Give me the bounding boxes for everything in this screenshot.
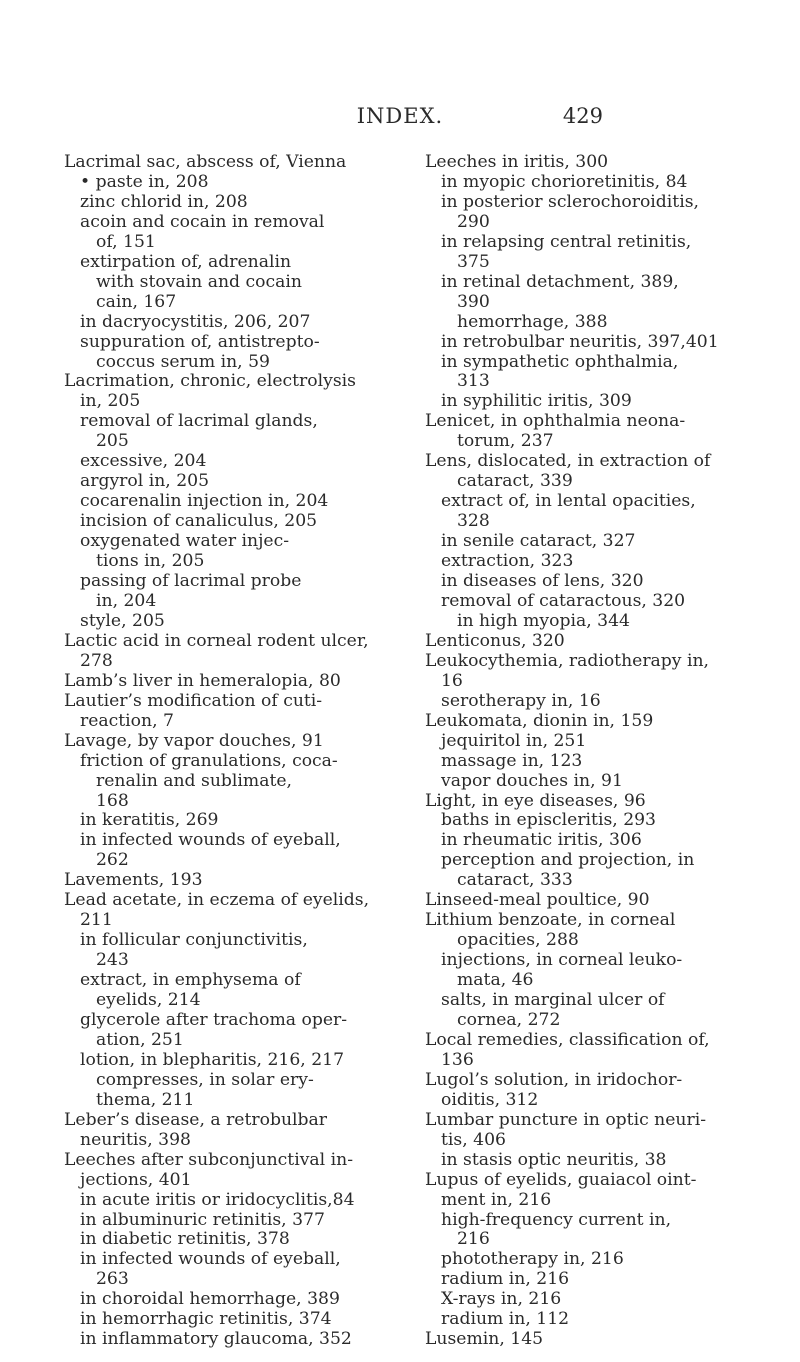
index-entry: incision of canaliculus, 205 xyxy=(80,511,318,532)
index-entry: 290 xyxy=(457,211,490,232)
index-entry: Light, in eye diseases, 96 xyxy=(425,790,646,811)
index-entry: in infected wounds of eyeball, xyxy=(80,1249,341,1270)
index-entry: with stovain and cocain xyxy=(96,271,302,292)
index-entry: Lavage, by vapor douches, 91 xyxy=(64,730,324,751)
index-entry: high-frequency current in, xyxy=(441,1209,672,1230)
index-entry: oxygenated water injec- xyxy=(80,531,290,552)
index-entry: Lugol’s solution, in iridochor- xyxy=(425,1069,683,1090)
index-entry: X-rays in, 216 xyxy=(441,1289,562,1310)
index-entry: torum, 237 xyxy=(457,431,554,452)
index-entry: removal of lacrimal glands, xyxy=(80,411,318,432)
index-entry: ation, 251 xyxy=(96,1029,184,1050)
index-entry: in follicular conjunctivitis, xyxy=(80,930,308,951)
index-entry: in posterior sclerochoroiditis, xyxy=(441,191,699,212)
index-entry: acoin and cocain in removal xyxy=(80,211,325,232)
index-entry: extract, in emphysema of xyxy=(80,970,301,991)
index-entry: cataract, 333 xyxy=(457,870,573,891)
index-entry: jequiritol in, 251 xyxy=(441,730,587,751)
index-entry: in dacryocystitis, 206, 207 xyxy=(80,311,311,332)
index-entry: Linseed-meal poultice, 90 xyxy=(425,890,650,911)
index-entry: tions in, 205 xyxy=(96,551,205,572)
index-entry: in acute iritis or iridocyclitis,84 xyxy=(80,1189,355,1210)
index-entry: Lens, dislocated, in extraction of xyxy=(425,451,711,472)
index-entry: eyelids, 214 xyxy=(96,990,201,1011)
index-entry: in albuminuric retinitis, 377 xyxy=(80,1209,325,1230)
index-entry: in sympathetic ophthalmia, xyxy=(441,351,679,372)
index-column-left xyxy=(64,153,414,1350)
index-entry: Leber’s disease, a retrobulbar xyxy=(64,1109,327,1130)
index-entry: in rheumatic iritis, 306 xyxy=(441,830,642,851)
index-entry: injections, in corneal leuko- xyxy=(441,950,683,971)
index-entry: Lithium benzoate, in corneal xyxy=(425,910,676,931)
index-entry: mata, 46 xyxy=(457,970,534,991)
index-entry: Lead acetate, in eczema of eyelids, xyxy=(64,890,370,911)
index-entry: reaction, 7 xyxy=(80,710,174,731)
index-entry: Local remedies, classification of, xyxy=(425,1029,710,1050)
index-entry: in diabetic retinitis, 378 xyxy=(80,1229,290,1250)
index-entry: Lusemin, 145 xyxy=(425,1329,544,1350)
index-entry: baths in episcleritis, 293 xyxy=(441,810,656,831)
index-entry: renalin and sublimate, xyxy=(96,770,292,791)
index-entry: extraction, 323 xyxy=(441,551,574,572)
index-entry: radium in, 112 xyxy=(441,1309,570,1330)
index-entry: hemorrhage, 388 xyxy=(457,311,608,332)
index-entry: in relapsing central retinitis, xyxy=(441,231,692,252)
index-entry: Lenicet, in ophthalmia neona- xyxy=(425,411,686,432)
index-entry: 243 xyxy=(96,950,129,971)
index-entry: in senile cataract, 327 xyxy=(441,531,636,552)
index-entry: Lupus of eyelids, guaiacol oint- xyxy=(425,1169,697,1190)
index-entry: extract of, in lental opacities, xyxy=(441,491,696,512)
index-entry: massage in, 123 xyxy=(441,750,583,771)
index-entry: removal of cataractous, 320 xyxy=(441,590,686,611)
index-entry: opacities, 288 xyxy=(457,930,579,951)
index-entry: 205 xyxy=(96,431,129,452)
index-entry: 211 xyxy=(80,910,113,931)
index-entry: lotion, in blepharitis, 216, 217 xyxy=(80,1049,345,1070)
index-entry: 263 xyxy=(96,1269,129,1290)
index-entry: in infected wounds of eyeball, xyxy=(80,830,341,851)
index-entry: in choroidal hemorrhage, 389 xyxy=(80,1289,340,1310)
index-entry: excessive, 204 xyxy=(80,451,207,472)
index-entry: zinc chlorid in, 208 xyxy=(80,191,248,212)
index-entry: Leukomata, dionin in, 159 xyxy=(425,710,654,731)
index-entry: in myopic chorioretinitis, 84 xyxy=(441,171,688,192)
index-entry: Leukocythemia, radiotherapy in, xyxy=(425,650,709,671)
index-entry: 375 xyxy=(457,251,490,272)
index-entry: Lautier’s modification of cuti- xyxy=(64,690,323,711)
index-entry: vapor douches in, 91 xyxy=(441,770,623,791)
index-entry: 278 xyxy=(80,650,113,671)
index-entry: Lacrimal sac, abscess of, Vienna xyxy=(64,152,347,172)
index-entry: passing of lacrimal probe xyxy=(80,571,302,592)
index-entry: 262 xyxy=(96,850,129,871)
index-entry: 168 xyxy=(96,790,129,811)
index-entry: Lamb’s liver in hemeralopia, 80 xyxy=(64,670,341,691)
index-entry: Lactic acid in corneal rodent ulcer, xyxy=(64,630,369,651)
index-entry: 216 xyxy=(457,1229,490,1250)
index-entry: in, 204 xyxy=(96,590,157,611)
index-entry: • paste in, 208 xyxy=(80,171,209,192)
page-header xyxy=(0,104,800,138)
index-entry: in, 205 xyxy=(80,391,141,412)
index-entry: 390 xyxy=(457,291,490,312)
index-entry: tis, 406 xyxy=(441,1129,506,1150)
index-entry: suppuration of, antistrepto- xyxy=(80,331,320,352)
index-entry: cocarenalin injection in, 204 xyxy=(80,491,329,512)
index-entry: Lacrimation, chronic, electrolysis xyxy=(64,371,356,392)
index-entry: 16 xyxy=(441,670,463,691)
index-entry: cain, 167 xyxy=(96,291,177,312)
index-entry: in keratitis, 269 xyxy=(80,810,219,831)
index-entry: in diseases of lens, 320 xyxy=(441,571,644,592)
index-entry: extirpation of, adrenalin xyxy=(80,251,292,272)
index-entry: Leeches in iritis, 300 xyxy=(425,152,609,172)
index-entry: in high myopia, 344 xyxy=(457,610,630,631)
index-entry: 313 xyxy=(457,371,490,392)
index-entry: serotherapy in, 16 xyxy=(441,690,601,711)
page-number: 429 xyxy=(562,104,603,128)
index-entry: in retinal detachment, 389, xyxy=(441,271,679,292)
index-entry: compresses, in solar ery- xyxy=(96,1069,314,1090)
index-entry: in retrobulbar neuritis, 397,401 xyxy=(441,331,719,352)
index-entry: 136 xyxy=(441,1049,474,1070)
page-title: INDEX. xyxy=(356,104,444,128)
index-entry: Lavements, 193 xyxy=(64,870,203,891)
index-column-right xyxy=(425,153,775,1350)
index-entry: in hemorrhagic retinitis, 374 xyxy=(80,1309,332,1330)
index-entry: friction of granulations, coca- xyxy=(80,750,338,771)
index-entry: radium in, 216 xyxy=(441,1269,570,1290)
index-entry: oiditis, 312 xyxy=(441,1089,539,1110)
index-entry: neuritis, 398 xyxy=(80,1129,191,1150)
index-entry: thema, 211 xyxy=(96,1089,195,1110)
index-entry: Lumbar puncture in optic neuri- xyxy=(425,1109,707,1130)
index-entry: in syphilitic iritis, 309 xyxy=(441,391,632,412)
index-entry: Lenticonus, 320 xyxy=(425,630,565,651)
index-entry: cataract, 339 xyxy=(457,471,573,492)
index-entry: ment in, 216 xyxy=(441,1189,552,1210)
index-entry: style, 205 xyxy=(80,610,165,631)
index-entry: perception and projection, in xyxy=(441,850,695,871)
index-entry: in stasis optic neuritis, 38 xyxy=(441,1149,667,1170)
index-entry: cornea, 272 xyxy=(457,1009,561,1030)
index-entry: glycerole after trachoma oper- xyxy=(80,1009,348,1030)
index-entry: 328 xyxy=(457,511,490,532)
index-entry: jections, 401 xyxy=(80,1169,192,1190)
index-entry: coccus serum in, 59 xyxy=(96,351,270,372)
index-entry: Leeches after subconjunctival in- xyxy=(64,1149,353,1170)
index-entry: in inflammatory glaucoma, 352 xyxy=(80,1329,352,1350)
index-entry: phototherapy in, 216 xyxy=(441,1249,624,1270)
index-entry: argyrol in, 205 xyxy=(80,471,209,492)
index-entry: salts, in marginal ulcer of xyxy=(441,990,665,1011)
index-entry: of, 151 xyxy=(96,231,156,252)
